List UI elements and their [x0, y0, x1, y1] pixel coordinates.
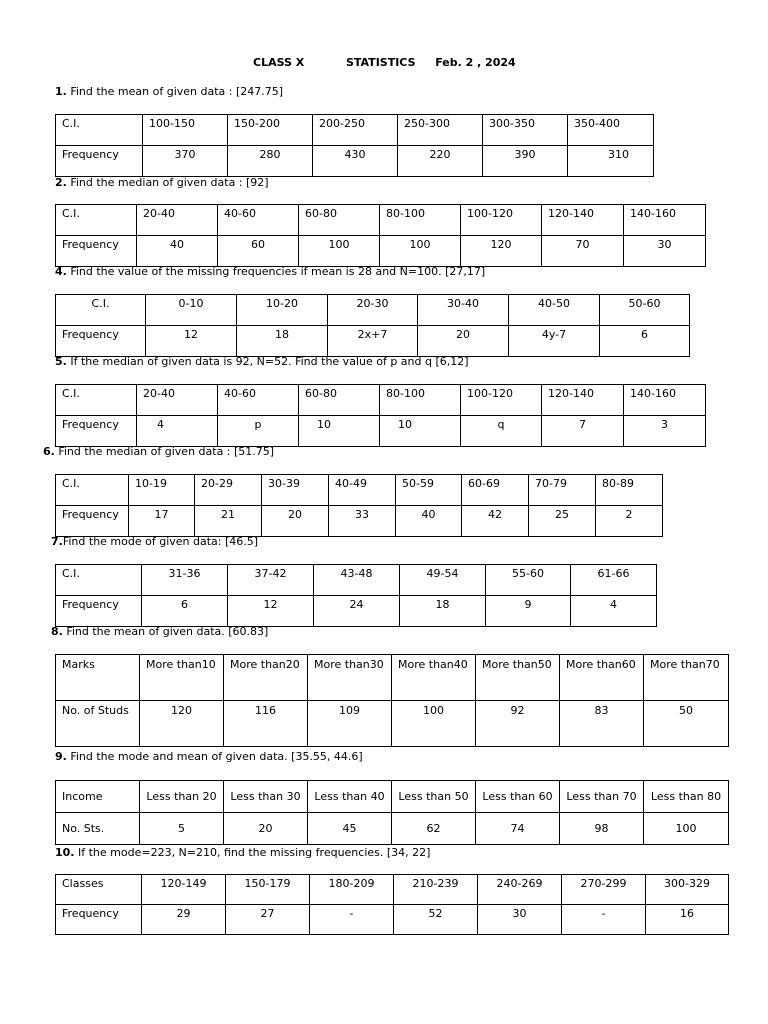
table-cell: 109 — [308, 701, 392, 747]
table-cell: 92 — [476, 701, 560, 747]
table-cell: No. Sts. — [56, 813, 140, 845]
table-cell: 210-239 — [394, 875, 478, 905]
table-row — [56, 701, 729, 747]
table-cell: 4 — [571, 596, 657, 627]
question-4 — [55, 265, 485, 279]
table-q2 — [55, 204, 706, 267]
table-cell: C.I. — [56, 115, 143, 146]
table-cell: Marks — [56, 655, 140, 701]
table-cell: Frequency — [56, 326, 146, 357]
table-cell: 80-100 — [380, 385, 461, 416]
table-row — [56, 416, 706, 447]
question-text: Find the median of given data : [92] — [66, 176, 269, 189]
table-cell: 30-39 — [262, 475, 329, 506]
table-cell: C.I. — [56, 385, 137, 416]
table-cell: - — [562, 905, 646, 935]
question-number: 1. — [55, 85, 67, 98]
table-cell: 37-42 — [228, 565, 314, 596]
table-cell: 7 — [542, 416, 624, 447]
title-date: Feb. 2 , 2024 — [435, 56, 516, 69]
table-cell: 300-350 — [483, 115, 568, 146]
table-cell: More than20 — [224, 655, 308, 701]
table-cell: 6 — [600, 326, 690, 357]
table-cell: 180-209 — [310, 875, 394, 905]
table-cell: Less than 60 — [476, 781, 560, 813]
document-title — [253, 56, 516, 70]
table-cell: 27 — [226, 905, 310, 935]
question-6 — [43, 445, 274, 459]
table-cell: 140-160 — [624, 205, 706, 236]
table-cell: 40-60 — [218, 385, 299, 416]
table-cell: 20-29 — [195, 475, 262, 506]
table-cell: More than70 — [644, 655, 729, 701]
table-cell: 55-60 — [486, 565, 571, 596]
table-q7 — [55, 564, 657, 627]
question-text: Find the mean of given data : [247.75] — [66, 85, 284, 98]
table-cell: 430 — [313, 146, 398, 177]
table-cell: 100 — [299, 236, 380, 267]
table-cell: 280 — [228, 146, 313, 177]
table-cell: 80-100 — [380, 205, 461, 236]
table-row — [56, 295, 690, 326]
table-cell: 45 — [308, 813, 392, 845]
table-cell: 33 — [329, 506, 396, 537]
table-cell: 40-49 — [329, 475, 396, 506]
question-number: 8. — [51, 625, 63, 638]
table-cell: Less than 30 — [224, 781, 308, 813]
table-cell: 200-250 — [313, 115, 398, 146]
question-8 — [51, 625, 268, 639]
table-row — [56, 146, 654, 177]
table-cell: 42 — [462, 506, 529, 537]
table-cell: 120-149 — [142, 875, 226, 905]
table-cell: 20-30 — [328, 295, 418, 326]
table-cell: C.I. — [56, 565, 142, 596]
table-cell: 40 — [137, 236, 218, 267]
question-number: 5. — [55, 355, 67, 368]
table-cell: 30 — [624, 236, 706, 267]
table-cell: 50-59 — [396, 475, 462, 506]
table-cell: 350-400 — [568, 115, 654, 146]
table-cell: 370 — [143, 146, 228, 177]
table-row — [56, 506, 663, 537]
question-number: 10. — [55, 846, 75, 859]
table-cell: 61-66 — [571, 565, 657, 596]
table-cell: 310 — [568, 146, 654, 177]
table-cell: 250-300 — [398, 115, 483, 146]
table-cell: 60-80 — [299, 205, 380, 236]
table-cell: More than30 — [308, 655, 392, 701]
title-subject: STATISTICS — [345, 56, 416, 69]
question-text: If the median of given data is 92, N=52. Find the value of p and q [6,12] — [66, 355, 469, 368]
question-2 — [55, 176, 269, 190]
table-cell: 120-140 — [542, 205, 624, 236]
table-cell: 6 — [142, 596, 228, 627]
table-cell: 20-40 — [137, 385, 218, 416]
table-cell: 100 — [644, 813, 729, 845]
question-number: 2. — [55, 176, 67, 189]
table-cell: 70 — [542, 236, 624, 267]
table-cell: Less than 80 — [644, 781, 729, 813]
table-cell: 29 — [142, 905, 226, 935]
table-row — [56, 115, 654, 146]
table-cell: Less than 20 — [140, 781, 224, 813]
table-cell: 150-179 — [226, 875, 310, 905]
table-cell: 17 — [129, 506, 195, 537]
table-cell: 120 — [461, 236, 542, 267]
table-cell: More than50 — [476, 655, 560, 701]
table-cell: 30 — [478, 905, 562, 935]
table-cell: 150-200 — [228, 115, 313, 146]
question-text: Find the mode and mean of given data. [35.55, 44.6] — [66, 750, 363, 763]
table-cell: 5 — [140, 813, 224, 845]
question-5 — [55, 355, 469, 369]
table-cell: 60-69 — [462, 475, 529, 506]
table-cell: 2 — [596, 506, 663, 537]
question-7 — [51, 535, 258, 549]
table-q8 — [55, 654, 729, 747]
question-number: 7. — [51, 535, 63, 548]
table-cell: Income — [56, 781, 140, 813]
table-cell: Frequency — [56, 905, 142, 935]
table-cell: 20 — [224, 813, 308, 845]
question-1 — [55, 85, 283, 99]
table-cell: 62 — [392, 813, 476, 845]
table-cell: Frequency — [56, 146, 143, 177]
table-cell: 25 — [529, 506, 596, 537]
table-cell: 0-10 — [146, 295, 237, 326]
question-text: Find the median of given data : [51.75] — [54, 445, 275, 458]
table-cell: Frequency — [56, 506, 129, 537]
table-row — [56, 385, 706, 416]
table-cell: 240-269 — [478, 875, 562, 905]
title-class: CLASS X — [253, 56, 305, 69]
table-cell: 100-120 — [461, 205, 542, 236]
question-text: Find the mode of given data: [46.5] — [62, 535, 259, 548]
table-cell: 74 — [476, 813, 560, 845]
table-cell: 24 — [314, 596, 400, 627]
table-cell: 83 — [560, 701, 644, 747]
table-cell: Frequency — [56, 236, 137, 267]
table-cell: 31-36 — [142, 565, 228, 596]
table-cell: C.I. — [56, 205, 137, 236]
table-cell: 10 — [380, 416, 461, 447]
table-cell: 52 — [394, 905, 478, 935]
table-row — [56, 565, 657, 596]
table-cell: 270-299 — [562, 875, 646, 905]
question-text: If the mode=223, N=210, find the missing frequencies. [34, 22] — [74, 846, 431, 859]
table-cell: Frequency — [56, 596, 142, 627]
table-cell: 4y-7 — [509, 326, 600, 357]
table-cell: 100 — [380, 236, 461, 267]
table-cell: 10-19 — [129, 475, 195, 506]
table-cell: p — [218, 416, 299, 447]
table-cell: More than40 — [392, 655, 476, 701]
question-number: 9. — [55, 750, 67, 763]
question-10 — [55, 846, 430, 860]
table-cell: Frequency — [56, 416, 137, 447]
table-cell: 16 — [646, 905, 729, 935]
table-cell: 120-140 — [542, 385, 624, 416]
table-cell: Less than 70 — [560, 781, 644, 813]
table-cell: 116 — [224, 701, 308, 747]
table-cell: Less than 50 — [392, 781, 476, 813]
table-cell: 10 — [299, 416, 380, 447]
table-cell: Classes — [56, 875, 142, 905]
table-row — [56, 905, 729, 935]
table-cell: 390 — [483, 146, 568, 177]
table-cell: C.I. — [56, 295, 146, 326]
table-row — [56, 475, 663, 506]
table-cell: 140-160 — [624, 385, 706, 416]
table-row — [56, 781, 729, 813]
table-cell: 120 — [140, 701, 224, 747]
table-cell: 18 — [237, 326, 328, 357]
table-row — [56, 596, 657, 627]
table-cell: 80-89 — [596, 475, 663, 506]
table-cell: 50 — [644, 701, 729, 747]
table-cell: 100-120 — [461, 385, 542, 416]
table-q6 — [55, 474, 663, 537]
table-cell: 40-60 — [218, 205, 299, 236]
table-cell: 2x+7 — [328, 326, 418, 357]
table-cell: 4 — [137, 416, 218, 447]
table-cell: C.I. — [56, 475, 129, 506]
table-cell: 220 — [398, 146, 483, 177]
table-cell: 50-60 — [600, 295, 690, 326]
table-row — [56, 236, 706, 267]
question-text: Find the mean of given data. [60.83] — [62, 625, 269, 638]
table-cell: 21 — [195, 506, 262, 537]
table-row — [56, 655, 729, 701]
table-q1 — [55, 114, 654, 177]
table-cell: 60 — [218, 236, 299, 267]
table-cell: 40-50 — [509, 295, 600, 326]
table-cell: 98 — [560, 813, 644, 845]
table-row — [56, 326, 690, 357]
question-number: 4. — [55, 265, 67, 278]
question-9 — [55, 750, 363, 764]
table-row — [56, 875, 729, 905]
table-cell: 10-20 — [237, 295, 328, 326]
table-cell: 30-40 — [418, 295, 509, 326]
table-cell: 3 — [624, 416, 706, 447]
table-cell: 49-54 — [400, 565, 486, 596]
table-cell: 70-79 — [529, 475, 596, 506]
question-text: Find the value of the missing frequencies if mean is 28 and N=100. [27,17] — [66, 265, 486, 278]
table-q10 — [55, 874, 729, 935]
table-cell: 20-40 — [137, 205, 218, 236]
table-cell: 100 — [392, 701, 476, 747]
table-cell: More than60 — [560, 655, 644, 701]
table-cell: - — [310, 905, 394, 935]
table-cell: 20 — [418, 326, 509, 357]
table-cell: 20 — [262, 506, 329, 537]
table-cell: 9 — [486, 596, 571, 627]
table-cell: 100-150 — [143, 115, 228, 146]
table-cell: 43-48 — [314, 565, 400, 596]
table-cell: 60-80 — [299, 385, 380, 416]
table-cell: 40 — [396, 506, 462, 537]
table-cell: Less than 40 — [308, 781, 392, 813]
table-q5 — [55, 384, 706, 447]
table-cell: 12 — [146, 326, 237, 357]
table-q9 — [55, 780, 729, 845]
table-cell: More than10 — [140, 655, 224, 701]
table-row — [56, 813, 729, 845]
table-cell: No. of Studs — [56, 701, 140, 747]
table-cell: q — [461, 416, 542, 447]
question-number: 6. — [43, 445, 55, 458]
table-row — [56, 205, 706, 236]
table-q4 — [55, 294, 690, 357]
table-cell: 12 — [228, 596, 314, 627]
table-cell: 18 — [400, 596, 486, 627]
table-cell: 300-329 — [646, 875, 729, 905]
